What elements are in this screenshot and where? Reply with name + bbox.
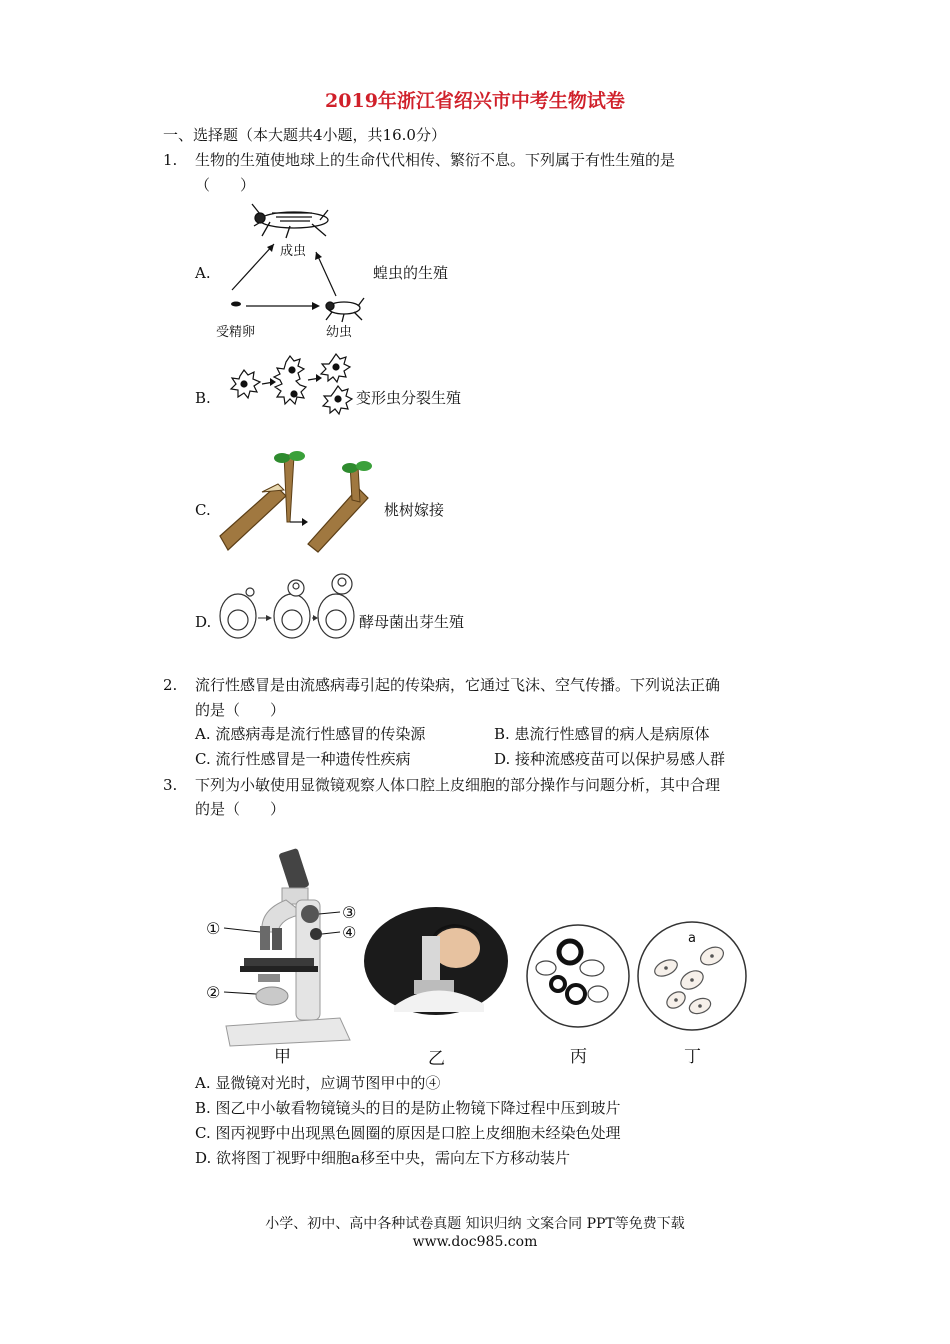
cell-a-label: a	[688, 931, 696, 946]
q3-option-c: C. 图丙视野中出现黑色圆圈的原因是口腔上皮细胞未经染色处理	[195, 1124, 621, 1142]
microscope-field-icon	[527, 925, 629, 1027]
label-adult: 成虫	[280, 244, 307, 259]
q3-stem-cont: 的是（ ）	[195, 800, 286, 818]
caption-jia: 甲	[274, 1047, 291, 1065]
q2-number: 2.	[163, 676, 178, 694]
q2-option-a: A. 流感病毒是流行性感冒的传染源	[195, 725, 426, 743]
marker-2: ②	[206, 983, 221, 1002]
locust-lifecycle-diagram	[212, 198, 372, 346]
q1-option-a-letter: A.	[195, 264, 211, 282]
leaf-icon	[342, 463, 358, 473]
egg-icon	[231, 302, 241, 307]
caption-bing: 丙	[570, 1047, 587, 1067]
q1-option-d-letter: D.	[195, 613, 212, 631]
footer-line-1: 小学、初中、高中各种试卷真题 知识归纳 文案合同 PPT等免费下载	[265, 1216, 685, 1232]
amoeba-dividing-icon	[274, 356, 306, 404]
q2-option-b: B. 患流行性感冒的病人是病原体	[494, 725, 710, 743]
q1-option-c-letter: C.	[195, 501, 211, 519]
microscope-icon	[226, 848, 350, 1046]
peach-grafting-diagram	[218, 444, 383, 554]
scion-icon	[284, 454, 294, 522]
yeast-budding-diagram	[216, 570, 360, 646]
amoeba-division-diagram	[218, 350, 356, 422]
caption-ding: 丁	[684, 1047, 701, 1067]
marker-1: ①	[206, 919, 221, 938]
rootstock-icon	[220, 486, 286, 550]
q1-option-b-letter: B.	[195, 389, 211, 407]
footer-url[interactable]: www.doc985.com	[412, 1234, 538, 1250]
q1-option-b-caption: 变形虫分裂生殖	[356, 389, 462, 407]
nymph-icon	[326, 298, 364, 322]
q3-option-d: D. 欲将图丁视野中细胞a移至中央，需向左下方移动装片	[195, 1149, 570, 1167]
page-title: 2019年浙江省绍兴市中考生物试卷	[325, 90, 625, 112]
q2-option-d: D. 接种流感疫苗可以保护易感人群	[494, 750, 726, 768]
q3-stem: 下列为小敏使用显微镜观察人体口腔上皮细胞的部分操作与问题分析，其中合理	[195, 776, 721, 794]
leaf-icon	[289, 451, 305, 461]
q3-number: 3.	[163, 776, 178, 794]
marker-3: ③	[342, 903, 357, 922]
student-photo-figure	[364, 906, 509, 1066]
leaf-icon	[274, 453, 290, 463]
leaf-icon	[356, 461, 372, 471]
field-bing-figure	[524, 922, 634, 1068]
caption-yi: 乙	[428, 1049, 445, 1066]
q3-option-b: B. 图乙中小敏看物镜镜头的目的是防止物镜下降过程中压到玻片	[195, 1099, 621, 1117]
q1-stem: 生物的生殖使地球上的生命代代相传、繁衍不息。下列属于有性生殖的是	[195, 151, 676, 169]
q2-stem-cont: 的是（ ）	[195, 701, 286, 719]
q3-option-a: A. 显微镜对光时，应调节图甲中的④	[195, 1074, 441, 1092]
field-ding-figure	[636, 918, 748, 1068]
label-nymph: 幼虫	[326, 325, 353, 340]
q1-option-c-caption: 桃树嫁接	[384, 501, 445, 519]
q1-option-d-caption: 酵母菌出芽生殖	[359, 613, 465, 631]
q2-option-c: C. 流行性感冒是一种遗传性疾病	[195, 750, 411, 768]
q1-option-a-caption: 蝗虫的生殖	[373, 264, 449, 282]
section-heading: 一、选择题（本大题共4小题，共16.0分）	[163, 126, 446, 144]
adult-locust-icon	[252, 204, 328, 238]
label-egg: 受精卵	[216, 325, 256, 340]
q1-number: 1.	[163, 151, 178, 169]
q1-blank: （ ）	[195, 176, 256, 194]
microscope-figure	[200, 840, 365, 1065]
q2-stem: 流行性感冒是由流感病毒引起的传染病，它通过飞沫、空气传播。下列说法正确	[195, 676, 721, 694]
marker-4: ④	[342, 923, 357, 942]
